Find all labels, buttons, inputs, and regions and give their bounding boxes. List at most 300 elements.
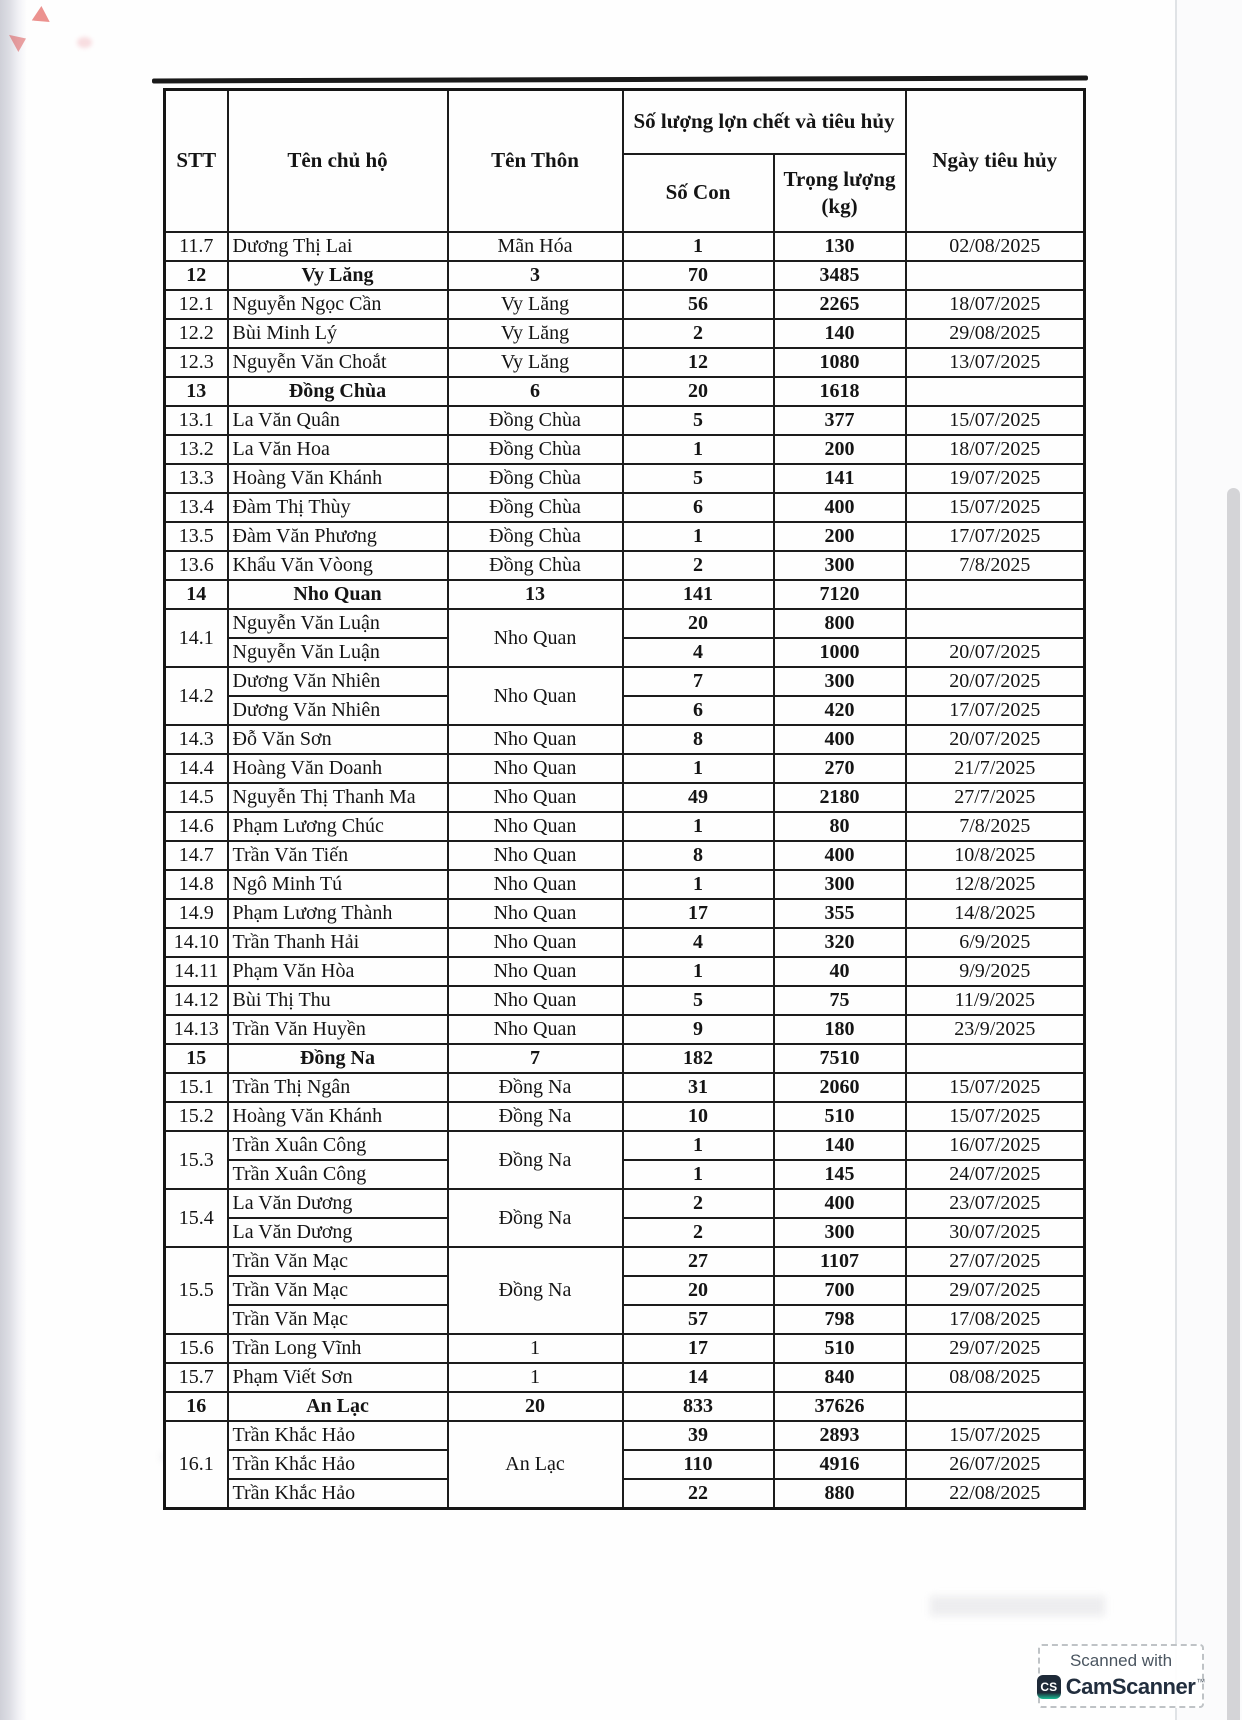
cell-village: 1 (448, 1363, 623, 1392)
cell-village: Nho Quan (448, 841, 623, 870)
cell-weight: 141 (774, 464, 906, 493)
cell-weight: 140 (774, 319, 906, 348)
cell-owner: Trần Văn Huyền (228, 1015, 448, 1044)
table-row (165, 986, 1085, 1015)
section-row (165, 1392, 1085, 1421)
cell-date: 30/07/2025 (906, 1218, 1085, 1247)
cell-date: 15/07/2025 (906, 493, 1085, 522)
section-row (165, 1044, 1085, 1073)
cell-stt: 14.2 (165, 667, 228, 725)
scan-table-top-artifact (152, 76, 1088, 84)
cell-stt: 15.4 (165, 1189, 228, 1247)
badge-scanned-with-label: Scanned with (1069, 1651, 1173, 1671)
cell-count: 20 (623, 1276, 774, 1305)
cell-owner: Nguyễn Ngọc Cần (228, 290, 448, 319)
cell-owner: Trần Văn Mạc (228, 1305, 448, 1334)
cell-weight: 400 (774, 725, 906, 754)
cell-date: 12/8/2025 (906, 870, 1085, 899)
table-row (165, 1363, 1085, 1392)
cell-stt: 13.5 (165, 522, 228, 551)
cell-stt: 14.11 (165, 957, 228, 986)
cell-weight: 1107 (774, 1247, 906, 1276)
cell-stt: 12.1 (165, 290, 228, 319)
cell-date: 29/07/2025 (906, 1276, 1085, 1305)
cell-owner: Hoàng Văn Doanh (228, 754, 448, 783)
cell-date (906, 1044, 1085, 1073)
table-row (165, 1421, 1085, 1450)
cell-owner: Đồng Na (228, 1044, 448, 1073)
cell-weight: 300 (774, 667, 906, 696)
table-row (165, 1015, 1085, 1044)
cell-stt: 15.2 (165, 1102, 228, 1131)
cell-owner: Nho Quan (228, 580, 448, 609)
cell-date: 17/07/2025 (906, 522, 1085, 551)
cell-village: Nho Quan (448, 812, 623, 841)
cell-owner: La Văn Hoa (228, 435, 448, 464)
cell-date: 23/9/2025 (906, 1015, 1085, 1044)
cell-owner: Khẩu Văn Vòong (228, 551, 448, 580)
cell-date: 11/9/2025 (906, 986, 1085, 1015)
cell-owner: Đàm Thị Thùy (228, 493, 448, 522)
cell-date (906, 580, 1085, 609)
cell-count: 2 (623, 1189, 774, 1218)
cell-date: 08/08/2025 (906, 1363, 1085, 1392)
cell-count: 22 (623, 1479, 774, 1509)
pink-smudge (77, 37, 92, 48)
cell-weight: 7510 (774, 1044, 906, 1073)
cell-owner: Phạm Viết Sơn (228, 1363, 448, 1392)
cell-weight: 840 (774, 1363, 906, 1392)
col-header-weight: Trọng lượng (kg) (774, 154, 906, 232)
cell-weight: 2265 (774, 290, 906, 319)
cell-owner: Trần Khắc Hảo (228, 1479, 448, 1509)
cell-date: 15/07/2025 (906, 1073, 1085, 1102)
cell-weight: 300 (774, 551, 906, 580)
cell-date: 27/07/2025 (906, 1247, 1085, 1276)
cell-village: Đồng Chùa (448, 464, 623, 493)
cell-stt: 13.3 (165, 464, 228, 493)
cell-date: 26/07/2025 (906, 1450, 1085, 1479)
cell-owner: La Văn Dương (228, 1218, 448, 1247)
cell-count: 1 (623, 1160, 774, 1189)
cell-count: 8 (623, 841, 774, 870)
cell-weight: 300 (774, 1218, 906, 1247)
cell-weight: 400 (774, 493, 906, 522)
cell-stt: 14.7 (165, 841, 228, 870)
badge-trademark-icon: ™ (1196, 1676, 1206, 1687)
cell-village: Nho Quan (448, 1015, 623, 1044)
cell-weight: 798 (774, 1305, 906, 1334)
cell-count: 5 (623, 986, 774, 1015)
cell-count: 17 (623, 1334, 774, 1363)
cell-weight: 2180 (774, 783, 906, 812)
cell-village: Nho Quan (448, 783, 623, 812)
cell-weight: 145 (774, 1160, 906, 1189)
cell-count: 17 (623, 899, 774, 928)
table-row (165, 1276, 1085, 1305)
cell-weight: 140 (774, 1131, 906, 1160)
cell-count: 4 (623, 928, 774, 957)
table-row (165, 667, 1085, 696)
table-row (165, 609, 1085, 638)
cell-count: 20 (623, 609, 774, 638)
cell-weight: 4916 (774, 1450, 906, 1479)
cell-count: 5 (623, 406, 774, 435)
cell-stt: 12.3 (165, 348, 228, 377)
cell-date (906, 1392, 1085, 1421)
cell-date: 20/07/2025 (906, 667, 1085, 696)
cell-date: 29/08/2025 (906, 319, 1085, 348)
cell-owner: La Văn Dương (228, 1189, 448, 1218)
cell-weight: 1618 (774, 377, 906, 406)
table-row (165, 928, 1085, 957)
cell-stt: 12.2 (165, 319, 228, 348)
table-row (165, 725, 1085, 754)
table-header (165, 90, 1085, 233)
cell-village: 3 (448, 261, 623, 290)
scan-streak (930, 1596, 1105, 1616)
cell-count: 12 (623, 348, 774, 377)
table-row (165, 435, 1085, 464)
cell-village: 1 (448, 1334, 623, 1363)
table-row (165, 1247, 1085, 1276)
cell-count: 56 (623, 290, 774, 319)
cell-count: 1 (623, 870, 774, 899)
cell-date (906, 261, 1085, 290)
table-row (165, 1479, 1085, 1509)
cell-village: Đồng Na (448, 1102, 623, 1131)
cell-stt: 16.1 (165, 1421, 228, 1509)
cell-owner: Phạm Lương Thành (228, 899, 448, 928)
table-row (165, 493, 1085, 522)
cell-owner: An Lạc (228, 1392, 448, 1421)
cell-count: 1 (623, 1131, 774, 1160)
cell-village: Đồng Chùa (448, 551, 623, 580)
table-row (165, 696, 1085, 725)
table-row (165, 1160, 1085, 1189)
cell-count: 57 (623, 1305, 774, 1334)
table-row (165, 1334, 1085, 1363)
cell-village: Vy Lăng (448, 348, 623, 377)
cell-stt: 15.1 (165, 1073, 228, 1102)
cell-count: 4 (623, 638, 774, 667)
cell-weight: 510 (774, 1334, 906, 1363)
cell-weight: 75 (774, 986, 906, 1015)
cell-count: 2 (623, 551, 774, 580)
cell-weight: 130 (774, 232, 906, 261)
cell-village: Nho Quan (448, 609, 623, 667)
camscanner-logo-icon: CS (1037, 1675, 1061, 1699)
col-header-stt: STT (165, 90, 228, 233)
cell-village: Mãn Hóa (448, 232, 623, 261)
cell-weight: 3485 (774, 261, 906, 290)
table-row (165, 1305, 1085, 1334)
cell-owner: Ngô Minh Tú (228, 870, 448, 899)
cell-stt: 14.4 (165, 754, 228, 783)
cell-date: 6/9/2025 (906, 928, 1085, 957)
cell-stt: 12 (165, 261, 228, 290)
cell-weight: 510 (774, 1102, 906, 1131)
cell-weight: 80 (774, 812, 906, 841)
col-header-village: Tên Thôn (448, 90, 623, 233)
cell-weight: 300 (774, 870, 906, 899)
cell-date (906, 377, 1085, 406)
cell-village: Đồng Chùa (448, 493, 623, 522)
table-row (165, 406, 1085, 435)
cell-owner: Nguyễn Thị Thanh Ma (228, 783, 448, 812)
cell-owner: Hoàng Văn Khánh (228, 464, 448, 493)
cell-count: 9 (623, 1015, 774, 1044)
cell-date: 17/07/2025 (906, 696, 1085, 725)
cell-owner: Phạm Lương Chúc (228, 812, 448, 841)
cell-date: 27/7/2025 (906, 783, 1085, 812)
cell-village: Nho Quan (448, 725, 623, 754)
cell-date: 13/07/2025 (906, 348, 1085, 377)
cell-stt: 15 (165, 1044, 228, 1073)
cell-stt: 13.2 (165, 435, 228, 464)
cell-village: 20 (448, 1392, 623, 1421)
camscanner-badge (1038, 1644, 1204, 1708)
table-row (165, 551, 1085, 580)
cell-owner: Đàm Văn Phương (228, 522, 448, 551)
cell-village: Nho Quan (448, 986, 623, 1015)
cell-date: 15/07/2025 (906, 1102, 1085, 1131)
cell-date: 14/8/2025 (906, 899, 1085, 928)
cell-date: 20/07/2025 (906, 638, 1085, 667)
cell-date: 7/8/2025 (906, 812, 1085, 841)
cell-date: 7/8/2025 (906, 551, 1085, 580)
cell-owner: Nguyễn Văn Luận (228, 609, 448, 638)
cell-weight: 40 (774, 957, 906, 986)
cell-count: 1 (623, 754, 774, 783)
red-ink-mark (30, 4, 52, 23)
cell-stt: 14.8 (165, 870, 228, 899)
cell-owner: Trần Văn Tiến (228, 841, 448, 870)
table-row (165, 1073, 1085, 1102)
cell-owner: Trần Xuân Công (228, 1160, 448, 1189)
col-header-date: Ngày tiêu hủy (906, 90, 1085, 233)
section-row (165, 580, 1085, 609)
cell-owner: Trần Xuân Công (228, 1131, 448, 1160)
cell-owner: Nguyễn Văn Luận (228, 638, 448, 667)
cell-date: 20/07/2025 (906, 725, 1085, 754)
cell-stt: 14.12 (165, 986, 228, 1015)
cell-stt: 14.1 (165, 609, 228, 667)
badge-brand-name: CamScanner (1065, 1673, 1196, 1699)
table-row (165, 754, 1085, 783)
cell-stt: 14.9 (165, 899, 228, 928)
cell-owner: Hoàng Văn Khánh (228, 1102, 448, 1131)
table-row (165, 290, 1085, 319)
cell-stt: 15.3 (165, 1131, 228, 1189)
cell-count: 31 (623, 1073, 774, 1102)
cell-count: 14 (623, 1363, 774, 1392)
cell-count: 20 (623, 377, 774, 406)
cell-weight: 1080 (774, 348, 906, 377)
cell-date: 22/08/2025 (906, 1479, 1085, 1509)
table-row (165, 348, 1085, 377)
table-row (165, 1102, 1085, 1131)
cell-owner: Trần Khắc Hảo (228, 1421, 448, 1450)
col-header-count: Số Con (623, 154, 774, 232)
cell-village: 6 (448, 377, 623, 406)
section-row (165, 261, 1085, 290)
cell-village: An Lạc (448, 1421, 623, 1509)
cell-village: Đồng Chùa (448, 406, 623, 435)
cell-owner: Đồng Chùa (228, 377, 448, 406)
cell-stt: 14.3 (165, 725, 228, 754)
cell-village: Vy Lăng (448, 319, 623, 348)
cell-date: 17/08/2025 (906, 1305, 1085, 1334)
table-row (165, 1218, 1085, 1247)
cell-count: 1 (623, 957, 774, 986)
cell-stt: 15.5 (165, 1247, 228, 1334)
cell-stt: 15.6 (165, 1334, 228, 1363)
cell-village: 7 (448, 1044, 623, 1073)
cell-date: 15/07/2025 (906, 406, 1085, 435)
scan-left-edge-shadow (0, 0, 27, 1720)
cell-count: 1 (623, 232, 774, 261)
table-row (165, 1131, 1085, 1160)
cell-stt: 13.6 (165, 551, 228, 580)
cell-owner: Trần Long Vĩnh (228, 1334, 448, 1363)
table-row (165, 522, 1085, 551)
cell-count: 182 (623, 1044, 774, 1073)
cell-stt: 13 (165, 377, 228, 406)
cell-village: Nho Quan (448, 667, 623, 725)
cell-village: Nho Quan (448, 754, 623, 783)
table-row (165, 1189, 1085, 1218)
cell-date: 19/07/2025 (906, 464, 1085, 493)
cell-weight: 400 (774, 1189, 906, 1218)
cell-count: 1 (623, 522, 774, 551)
cell-date: 21/7/2025 (906, 754, 1085, 783)
cell-weight: 2893 (774, 1421, 906, 1450)
table-row (165, 464, 1085, 493)
cell-count: 833 (623, 1392, 774, 1421)
cell-village: Vy Lăng (448, 290, 623, 319)
table-row (165, 870, 1085, 899)
cell-date: 15/07/2025 (906, 1421, 1085, 1450)
cell-count: 7 (623, 667, 774, 696)
cell-owner: Dương Văn Nhiên (228, 667, 448, 696)
table-row (165, 812, 1085, 841)
cell-village: Đồng Na (448, 1189, 623, 1247)
table-row (165, 783, 1085, 812)
pig-destruction-table (163, 88, 1086, 1510)
cell-owner: Đỗ Văn Sơn (228, 725, 448, 754)
cell-date: 23/07/2025 (906, 1189, 1085, 1218)
col-header-qty-group: Số lượng lợn chết và tiêu hủy (623, 90, 906, 155)
cell-count: 70 (623, 261, 774, 290)
cell-date: 18/07/2025 (906, 290, 1085, 319)
cell-village: Đồng Chùa (448, 522, 623, 551)
cell-village: Đồng Na (448, 1073, 623, 1102)
cell-weight: 320 (774, 928, 906, 957)
cell-owner: La Văn Quân (228, 406, 448, 435)
table-row (165, 638, 1085, 667)
cell-count: 5 (623, 464, 774, 493)
cell-village: Đồng Chùa (448, 435, 623, 464)
cell-count: 6 (623, 493, 774, 522)
cell-count: 6 (623, 696, 774, 725)
section-row (165, 377, 1085, 406)
cell-weight: 180 (774, 1015, 906, 1044)
cell-stt: 16 (165, 1392, 228, 1421)
cell-date (906, 609, 1085, 638)
cell-owner: Phạm Văn Hòa (228, 957, 448, 986)
table-body (165, 232, 1085, 1509)
page-right-edge-line (1175, 0, 1177, 1720)
cell-weight: 270 (774, 754, 906, 783)
scrollbar-thumb[interactable] (1227, 488, 1240, 1720)
cell-owner: Nguyễn Văn Choắt (228, 348, 448, 377)
cell-village: 13 (448, 580, 623, 609)
cell-stt: 15.7 (165, 1363, 228, 1392)
cell-date: 9/9/2025 (906, 957, 1085, 986)
cell-date: 24/07/2025 (906, 1160, 1085, 1189)
cell-owner: Trần Khắc Hảo (228, 1450, 448, 1479)
cell-owner: Bùi Minh Lý (228, 319, 448, 348)
cell-count: 49 (623, 783, 774, 812)
cell-count: 8 (623, 725, 774, 754)
cell-weight: 700 (774, 1276, 906, 1305)
cell-village: Nho Quan (448, 928, 623, 957)
table-row (165, 319, 1085, 348)
table-row (165, 232, 1085, 261)
cell-owner: Trần Thị Ngân (228, 1073, 448, 1102)
table-row (165, 957, 1085, 986)
cell-owner: Trần Văn Mạc (228, 1247, 448, 1276)
cell-count: 1 (623, 812, 774, 841)
cell-weight: 377 (774, 406, 906, 435)
cell-count: 27 (623, 1247, 774, 1276)
cell-weight: 400 (774, 841, 906, 870)
cell-village: Nho Quan (448, 899, 623, 928)
cell-count: 1 (623, 435, 774, 464)
cell-weight: 800 (774, 609, 906, 638)
cell-village: Nho Quan (448, 957, 623, 986)
cell-count: 10 (623, 1102, 774, 1131)
cell-owner: Dương Thị Lai (228, 232, 448, 261)
cell-owner: Bùi Thị Thu (228, 986, 448, 1015)
cell-count: 39 (623, 1421, 774, 1450)
cell-stt: 13.1 (165, 406, 228, 435)
cell-stt: 14.13 (165, 1015, 228, 1044)
cell-weight: 355 (774, 899, 906, 928)
cell-owner: Dương Văn Nhiên (228, 696, 448, 725)
cell-weight: 200 (774, 435, 906, 464)
cell-date: 16/07/2025 (906, 1131, 1085, 1160)
cell-date: 29/07/2025 (906, 1334, 1085, 1363)
cell-weight: 2060 (774, 1073, 906, 1102)
table-row (165, 899, 1085, 928)
cell-stt: 14.10 (165, 928, 228, 957)
cell-count: 141 (623, 580, 774, 609)
cell-stt: 14 (165, 580, 228, 609)
cell-owner: Trần Thanh Hải (228, 928, 448, 957)
badge-brand-row (1037, 1674, 1206, 1700)
cell-date: 10/8/2025 (906, 841, 1085, 870)
cell-count: 110 (623, 1450, 774, 1479)
cell-count: 2 (623, 1218, 774, 1247)
cell-stt: 14.6 (165, 812, 228, 841)
cell-owner: Trần Văn Mạc (228, 1276, 448, 1305)
cell-weight: 880 (774, 1479, 906, 1509)
cell-village: Đồng Na (448, 1247, 623, 1334)
cell-stt: 13.4 (165, 493, 228, 522)
cell-weight: 37626 (774, 1392, 906, 1421)
